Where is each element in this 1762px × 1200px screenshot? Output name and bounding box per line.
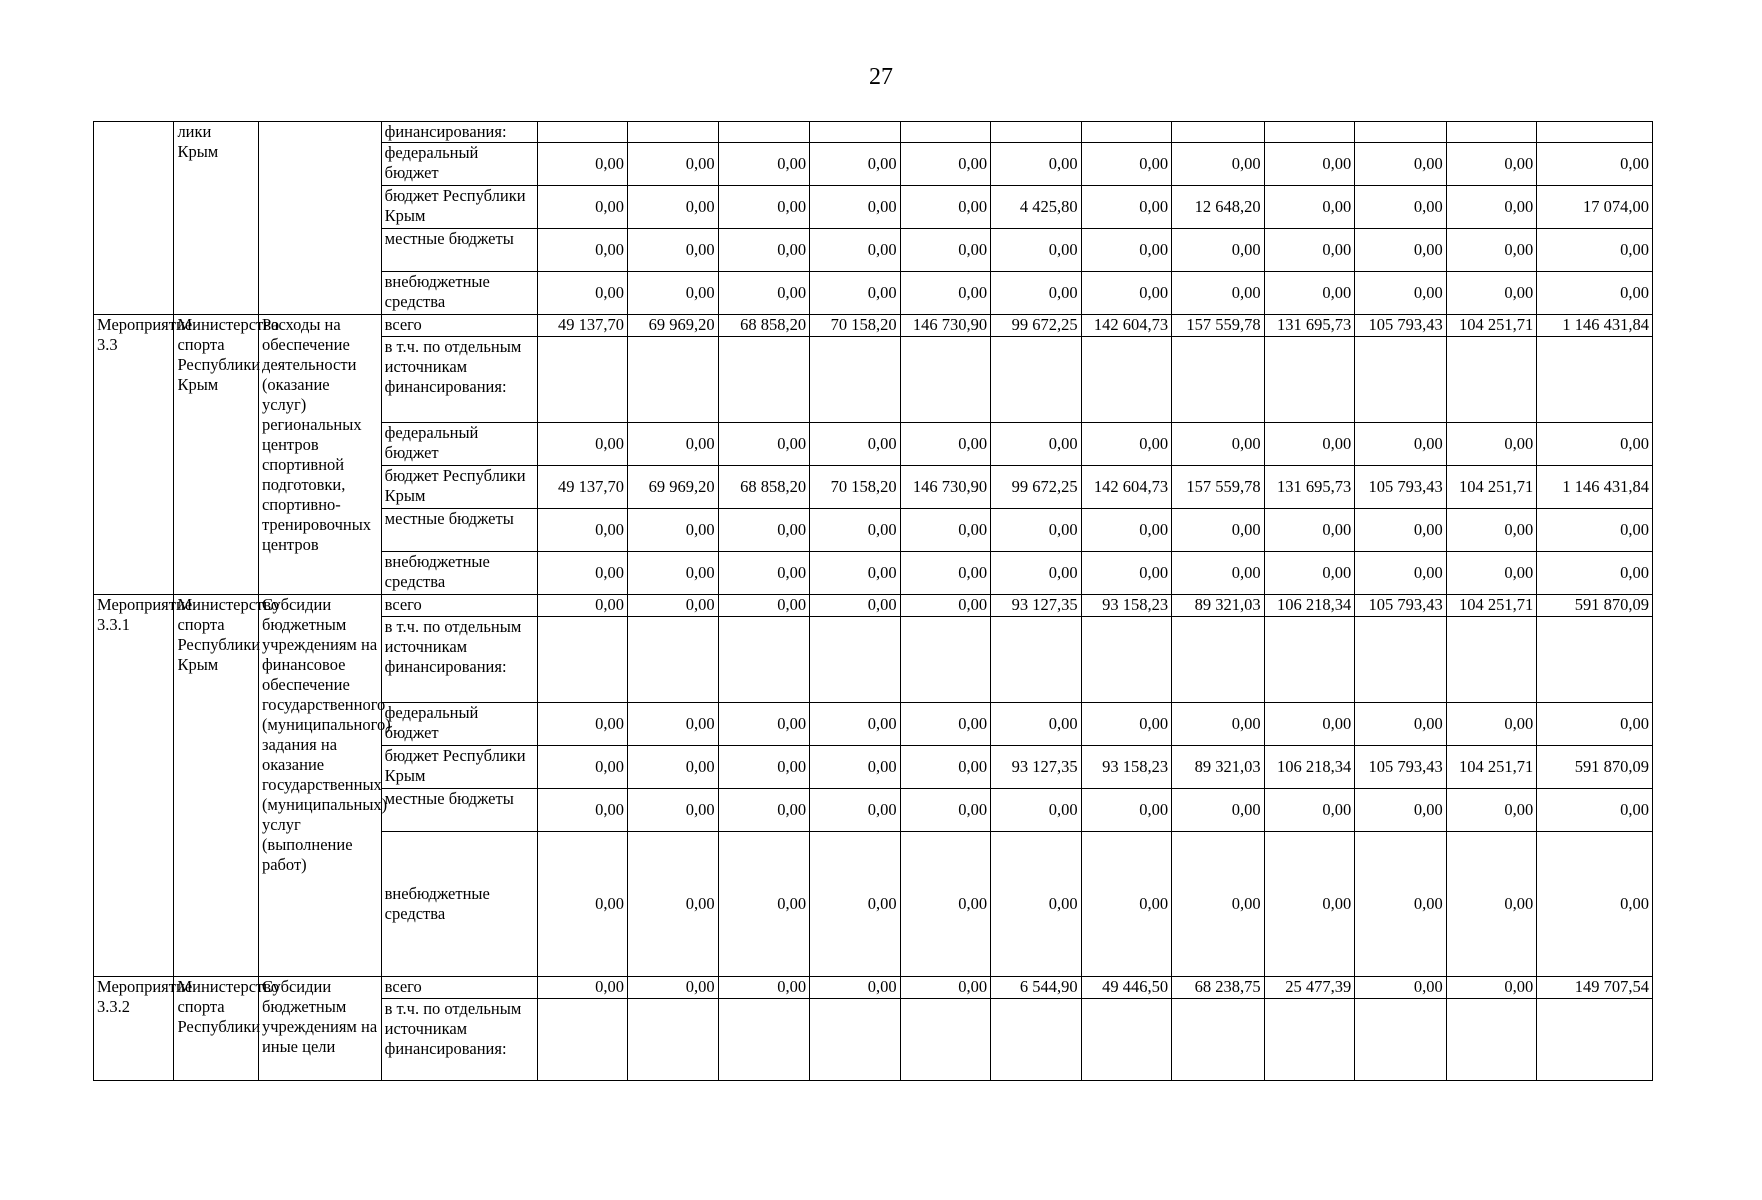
description-cell [258,122,381,315]
value-cell: 49 446,50 [1081,977,1172,999]
value-cell: 0,00 [1172,272,1265,315]
value-cell: 106 218,34 [1264,595,1355,617]
value-cell: 0,00 [1355,272,1447,315]
value-cell: 0,00 [1537,832,1653,977]
value-cell: 0,00 [1446,509,1537,552]
value-cell [537,999,628,1081]
value-cell [991,617,1082,703]
executor-cell: Министерство спорта Республики Крым [174,595,258,977]
value-cell [1081,999,1172,1081]
source-label: в т.ч. по отдельным источникам финансирования: [381,617,537,703]
value-cell: 0,00 [1264,229,1355,272]
value-cell: 0,00 [1446,143,1537,186]
value-cell [1081,122,1172,143]
value-cell [1355,999,1447,1081]
value-cell: 0,00 [718,509,810,552]
value-cell: 0,00 [718,272,810,315]
value-cell: 0,00 [991,143,1082,186]
value-cell: 0,00 [1446,832,1537,977]
value-cell: 0,00 [718,552,810,595]
value-cell: 0,00 [718,229,810,272]
value-cell: 0,00 [718,789,810,832]
value-cell: 0,00 [1172,509,1265,552]
value-cell: 0,00 [1264,143,1355,186]
value-cell: 0,00 [1172,143,1265,186]
executor-cell: Министерство спорта Республики Крым [174,315,258,595]
value-cell: 0,00 [991,703,1082,746]
value-cell [718,122,810,143]
value-cell: 106 218,34 [1264,746,1355,789]
value-cell: 0,00 [991,552,1082,595]
value-cell: 17 074,00 [1537,186,1653,229]
value-cell: 104 251,71 [1446,746,1537,789]
value-cell: 0,00 [991,789,1082,832]
value-cell: 0,00 [1264,552,1355,595]
value-cell [718,999,810,1081]
value-cell [900,617,991,703]
value-cell [1446,122,1537,143]
value-cell: 0,00 [900,746,991,789]
value-cell: 0,00 [1446,977,1537,999]
value-cell: 0,00 [628,977,719,999]
value-cell: 0,00 [1081,423,1172,466]
value-cell [537,122,628,143]
value-cell: 0,00 [628,143,719,186]
value-cell: 68 238,75 [1172,977,1265,999]
value-cell [810,617,901,703]
value-cell: 0,00 [1446,789,1537,832]
source-label: внебюджетные средства [381,552,537,595]
value-cell: 0,00 [991,832,1082,977]
value-cell: 0,00 [991,509,1082,552]
value-cell: 0,00 [1172,229,1265,272]
source-label: местные бюджеты [381,789,537,832]
value-cell: 0,00 [537,552,628,595]
value-cell: 591 870,09 [1537,595,1653,617]
value-cell: 0,00 [900,143,991,186]
value-cell: 105 793,43 [1355,595,1447,617]
source-label: местные бюджеты [381,509,537,552]
value-cell: 0,00 [1355,143,1447,186]
value-cell [718,337,810,423]
value-cell: 149 707,54 [1537,977,1653,999]
measure-cell: Мероприятие 3.3 [94,315,174,595]
value-cell: 0,00 [1172,832,1265,977]
value-cell: 104 251,71 [1446,595,1537,617]
value-cell: 0,00 [628,703,719,746]
value-cell: 0,00 [1355,229,1447,272]
value-cell: 1 146 431,84 [1537,466,1653,509]
value-cell: 0,00 [1264,509,1355,552]
description-cell: Субсидии бюджетным учреждениям на финансовое обеспечение государственного (муниципального) задания на оказание государственных (муниципальных) услуг (выполнение работ) [258,595,381,977]
source-label: федеральный бюджет [381,423,537,466]
value-cell: 0,00 [1355,186,1447,229]
table-row [94,122,1653,143]
value-cell [718,617,810,703]
source-label: бюджет Республики Крым [381,186,537,229]
value-cell: 0,00 [810,186,901,229]
executor-cell: Министерство спорта Республики [174,977,258,1081]
value-cell: 0,00 [900,272,991,315]
value-cell [1355,122,1447,143]
value-cell: 0,00 [537,746,628,789]
value-cell [900,337,991,423]
value-cell [1355,617,1447,703]
value-cell: 0,00 [810,143,901,186]
value-cell: 0,00 [1537,229,1653,272]
executor-cell: лики Крым [174,122,258,315]
value-cell: 69 969,20 [628,315,719,337]
value-cell: 0,00 [537,423,628,466]
value-cell: 0,00 [900,229,991,272]
value-cell: 146 730,90 [900,466,991,509]
value-cell: 0,00 [900,977,991,999]
page-number: 27 [869,64,893,90]
value-cell: 0,00 [900,789,991,832]
value-cell: 0,00 [1537,272,1653,315]
value-cell: 0,00 [1446,552,1537,595]
value-cell: 0,00 [628,552,719,595]
value-cell [537,617,628,703]
value-cell: 0,00 [1355,977,1447,999]
source-label: бюджет Республики Крым [381,746,537,789]
value-cell: 0,00 [1264,832,1355,977]
value-cell: 131 695,73 [1264,466,1355,509]
value-cell: 0,00 [1446,229,1537,272]
value-cell [900,999,991,1081]
value-cell: 0,00 [537,595,628,617]
value-cell: 99 672,25 [991,315,1082,337]
value-cell [991,122,1082,143]
source-label: федеральный бюджет [381,143,537,186]
value-cell: 89 321,03 [1172,746,1265,789]
value-cell: 0,00 [537,186,628,229]
value-cell: 0,00 [1355,423,1447,466]
value-cell [1537,337,1653,423]
value-cell: 0,00 [1172,703,1265,746]
value-cell [537,337,628,423]
value-cell: 0,00 [628,832,719,977]
value-cell: 0,00 [1537,789,1653,832]
value-cell: 0,00 [628,746,719,789]
value-cell: 0,00 [1264,423,1355,466]
value-cell: 105 793,43 [1355,315,1447,337]
value-cell: 0,00 [1264,789,1355,832]
value-cell: 99 672,25 [991,466,1082,509]
value-cell: 0,00 [628,423,719,466]
table-row [94,977,1653,999]
value-cell: 0,00 [718,423,810,466]
value-cell [1172,617,1265,703]
value-cell: 0,00 [900,552,991,595]
value-cell: 0,00 [537,832,628,977]
value-cell: 0,00 [718,977,810,999]
value-cell: 0,00 [991,423,1082,466]
value-cell [810,999,901,1081]
value-cell [1264,617,1355,703]
value-cell: 0,00 [537,272,628,315]
value-cell [1446,337,1537,423]
value-cell: 0,00 [900,509,991,552]
value-cell: 0,00 [537,509,628,552]
value-cell: 69 969,20 [628,466,719,509]
value-cell: 0,00 [1081,186,1172,229]
value-cell: 0,00 [537,143,628,186]
value-cell: 0,00 [1355,789,1447,832]
value-cell: 0,00 [810,272,901,315]
value-cell: 0,00 [1537,509,1653,552]
value-cell [1355,337,1447,423]
value-cell [1172,337,1265,423]
value-cell: 0,00 [900,423,991,466]
value-cell: 0,00 [900,595,991,617]
value-cell: 0,00 [1355,832,1447,977]
value-cell: 49 137,70 [537,466,628,509]
value-cell: 0,00 [1446,272,1537,315]
value-cell: 89 321,03 [1172,595,1265,617]
measure-cell: Мероприятие 3.3.1 [94,595,174,977]
value-cell [1081,337,1172,423]
value-cell: 49 137,70 [537,315,628,337]
value-cell: 0,00 [1081,272,1172,315]
value-cell: 0,00 [537,977,628,999]
value-cell: 70 158,20 [810,315,901,337]
value-cell: 131 695,73 [1264,315,1355,337]
value-cell: 93 127,35 [991,746,1082,789]
value-cell: 0,00 [1172,552,1265,595]
value-cell [1446,617,1537,703]
table-row [94,595,1653,617]
value-cell [810,337,901,423]
value-cell [628,617,719,703]
value-cell: 0,00 [718,832,810,977]
value-cell: 4 425,80 [991,186,1082,229]
value-cell: 0,00 [718,703,810,746]
value-cell: 0,00 [991,229,1082,272]
value-cell: 0,00 [537,229,628,272]
value-cell: 0,00 [810,595,901,617]
value-cell: 142 604,73 [1081,466,1172,509]
value-cell: 0,00 [1355,509,1447,552]
value-cell: 0,00 [810,552,901,595]
value-cell: 0,00 [718,143,810,186]
value-cell: 0,00 [1081,789,1172,832]
value-cell [1172,122,1265,143]
value-cell: 0,00 [810,703,901,746]
value-cell: 0,00 [810,423,901,466]
value-cell: 0,00 [1355,703,1447,746]
value-cell [628,999,719,1081]
value-cell: 0,00 [628,595,719,617]
value-cell: 0,00 [1172,423,1265,466]
value-cell: 0,00 [900,703,991,746]
value-cell: 0,00 [991,272,1082,315]
value-cell [628,337,719,423]
value-cell: 6 544,90 [991,977,1082,999]
value-cell: 104 251,71 [1446,466,1537,509]
source-label: местные бюджеты [381,229,537,272]
value-cell: 0,00 [718,186,810,229]
table-row [94,315,1653,337]
value-cell: 0,00 [718,595,810,617]
description-cell: Расходы на обеспечение деятельности (оказание услуг) региональных центров спортивной подготовки, спортивно-тренировочных центров [258,315,381,595]
value-cell: 68 858,20 [718,315,810,337]
value-cell [628,122,719,143]
source-label: внебюджетные средства [381,832,537,977]
value-cell: 0,00 [1264,272,1355,315]
value-cell: 0,00 [1081,703,1172,746]
value-cell: 93 127,35 [991,595,1082,617]
value-cell: 25 477,39 [1264,977,1355,999]
value-cell: 0,00 [810,977,901,999]
value-cell: 0,00 [537,789,628,832]
source-label: всего [381,595,537,617]
value-cell: 93 158,23 [1081,746,1172,789]
source-label: всего [381,315,537,337]
measure-cell: Мероприятие 3.3.2 [94,977,174,1081]
source-label: федеральный бюджет [381,703,537,746]
value-cell: 0,00 [718,746,810,789]
value-cell [1264,337,1355,423]
source-label: внебюджетные средства [381,272,537,315]
value-cell: 68 858,20 [718,466,810,509]
source-label: в т.ч. по отдельным источникам финансирования: [381,999,537,1081]
value-cell: 0,00 [628,509,719,552]
value-cell: 0,00 [1446,186,1537,229]
value-cell [1172,999,1265,1081]
value-cell: 0,00 [1081,229,1172,272]
value-cell: 0,00 [810,229,901,272]
value-cell: 0,00 [900,832,991,977]
value-cell [1537,617,1653,703]
value-cell [991,337,1082,423]
value-cell: 93 158,23 [1081,595,1172,617]
value-cell: 104 251,71 [1446,315,1537,337]
value-cell [1081,617,1172,703]
value-cell: 0,00 [810,789,901,832]
value-cell: 0,00 [1264,703,1355,746]
value-cell: 0,00 [1172,789,1265,832]
source-label: финансирования: [381,122,537,143]
value-cell: 0,00 [628,186,719,229]
value-cell: 0,00 [1537,143,1653,186]
value-cell: 146 730,90 [900,315,991,337]
value-cell: 0,00 [628,272,719,315]
source-label: бюджет Республики Крым [381,466,537,509]
description-cell: Субсидии бюджетным учреждениям на иные цели [258,977,381,1081]
value-cell: 0,00 [1081,509,1172,552]
value-cell: 0,00 [810,746,901,789]
value-cell [1537,999,1653,1081]
value-cell [1264,122,1355,143]
value-cell: 0,00 [1537,423,1653,466]
value-cell: 157 559,78 [1172,315,1265,337]
value-cell: 0,00 [628,789,719,832]
value-cell [991,999,1082,1081]
value-cell: 1 146 431,84 [1537,315,1653,337]
value-cell [1264,999,1355,1081]
value-cell: 105 793,43 [1355,466,1447,509]
value-cell: 0,00 [1081,832,1172,977]
value-cell: 0,00 [1081,552,1172,595]
value-cell: 0,00 [537,703,628,746]
value-cell [900,122,991,143]
value-cell: 105 793,43 [1355,746,1447,789]
value-cell: 0,00 [1537,552,1653,595]
value-cell: 0,00 [900,186,991,229]
value-cell: 0,00 [1264,186,1355,229]
value-cell: 0,00 [810,509,901,552]
value-cell: 70 158,20 [810,466,901,509]
measure-cell [94,122,174,315]
source-label: в т.ч. по отдельным источникам финансирования: [381,337,537,423]
value-cell: 0,00 [1355,552,1447,595]
value-cell [1537,122,1653,143]
value-cell: 0,00 [628,229,719,272]
value-cell: 0,00 [1081,143,1172,186]
value-cell: 12 648,20 [1172,186,1265,229]
value-cell: 157 559,78 [1172,466,1265,509]
value-cell [1446,999,1537,1081]
value-cell [810,122,901,143]
financing-table [93,121,1653,1081]
source-label: всего [381,977,537,999]
value-cell: 0,00 [1446,703,1537,746]
value-cell: 591 870,09 [1537,746,1653,789]
value-cell: 142 604,73 [1081,315,1172,337]
value-cell: 0,00 [1446,423,1537,466]
value-cell: 0,00 [1537,703,1653,746]
value-cell: 0,00 [810,832,901,977]
